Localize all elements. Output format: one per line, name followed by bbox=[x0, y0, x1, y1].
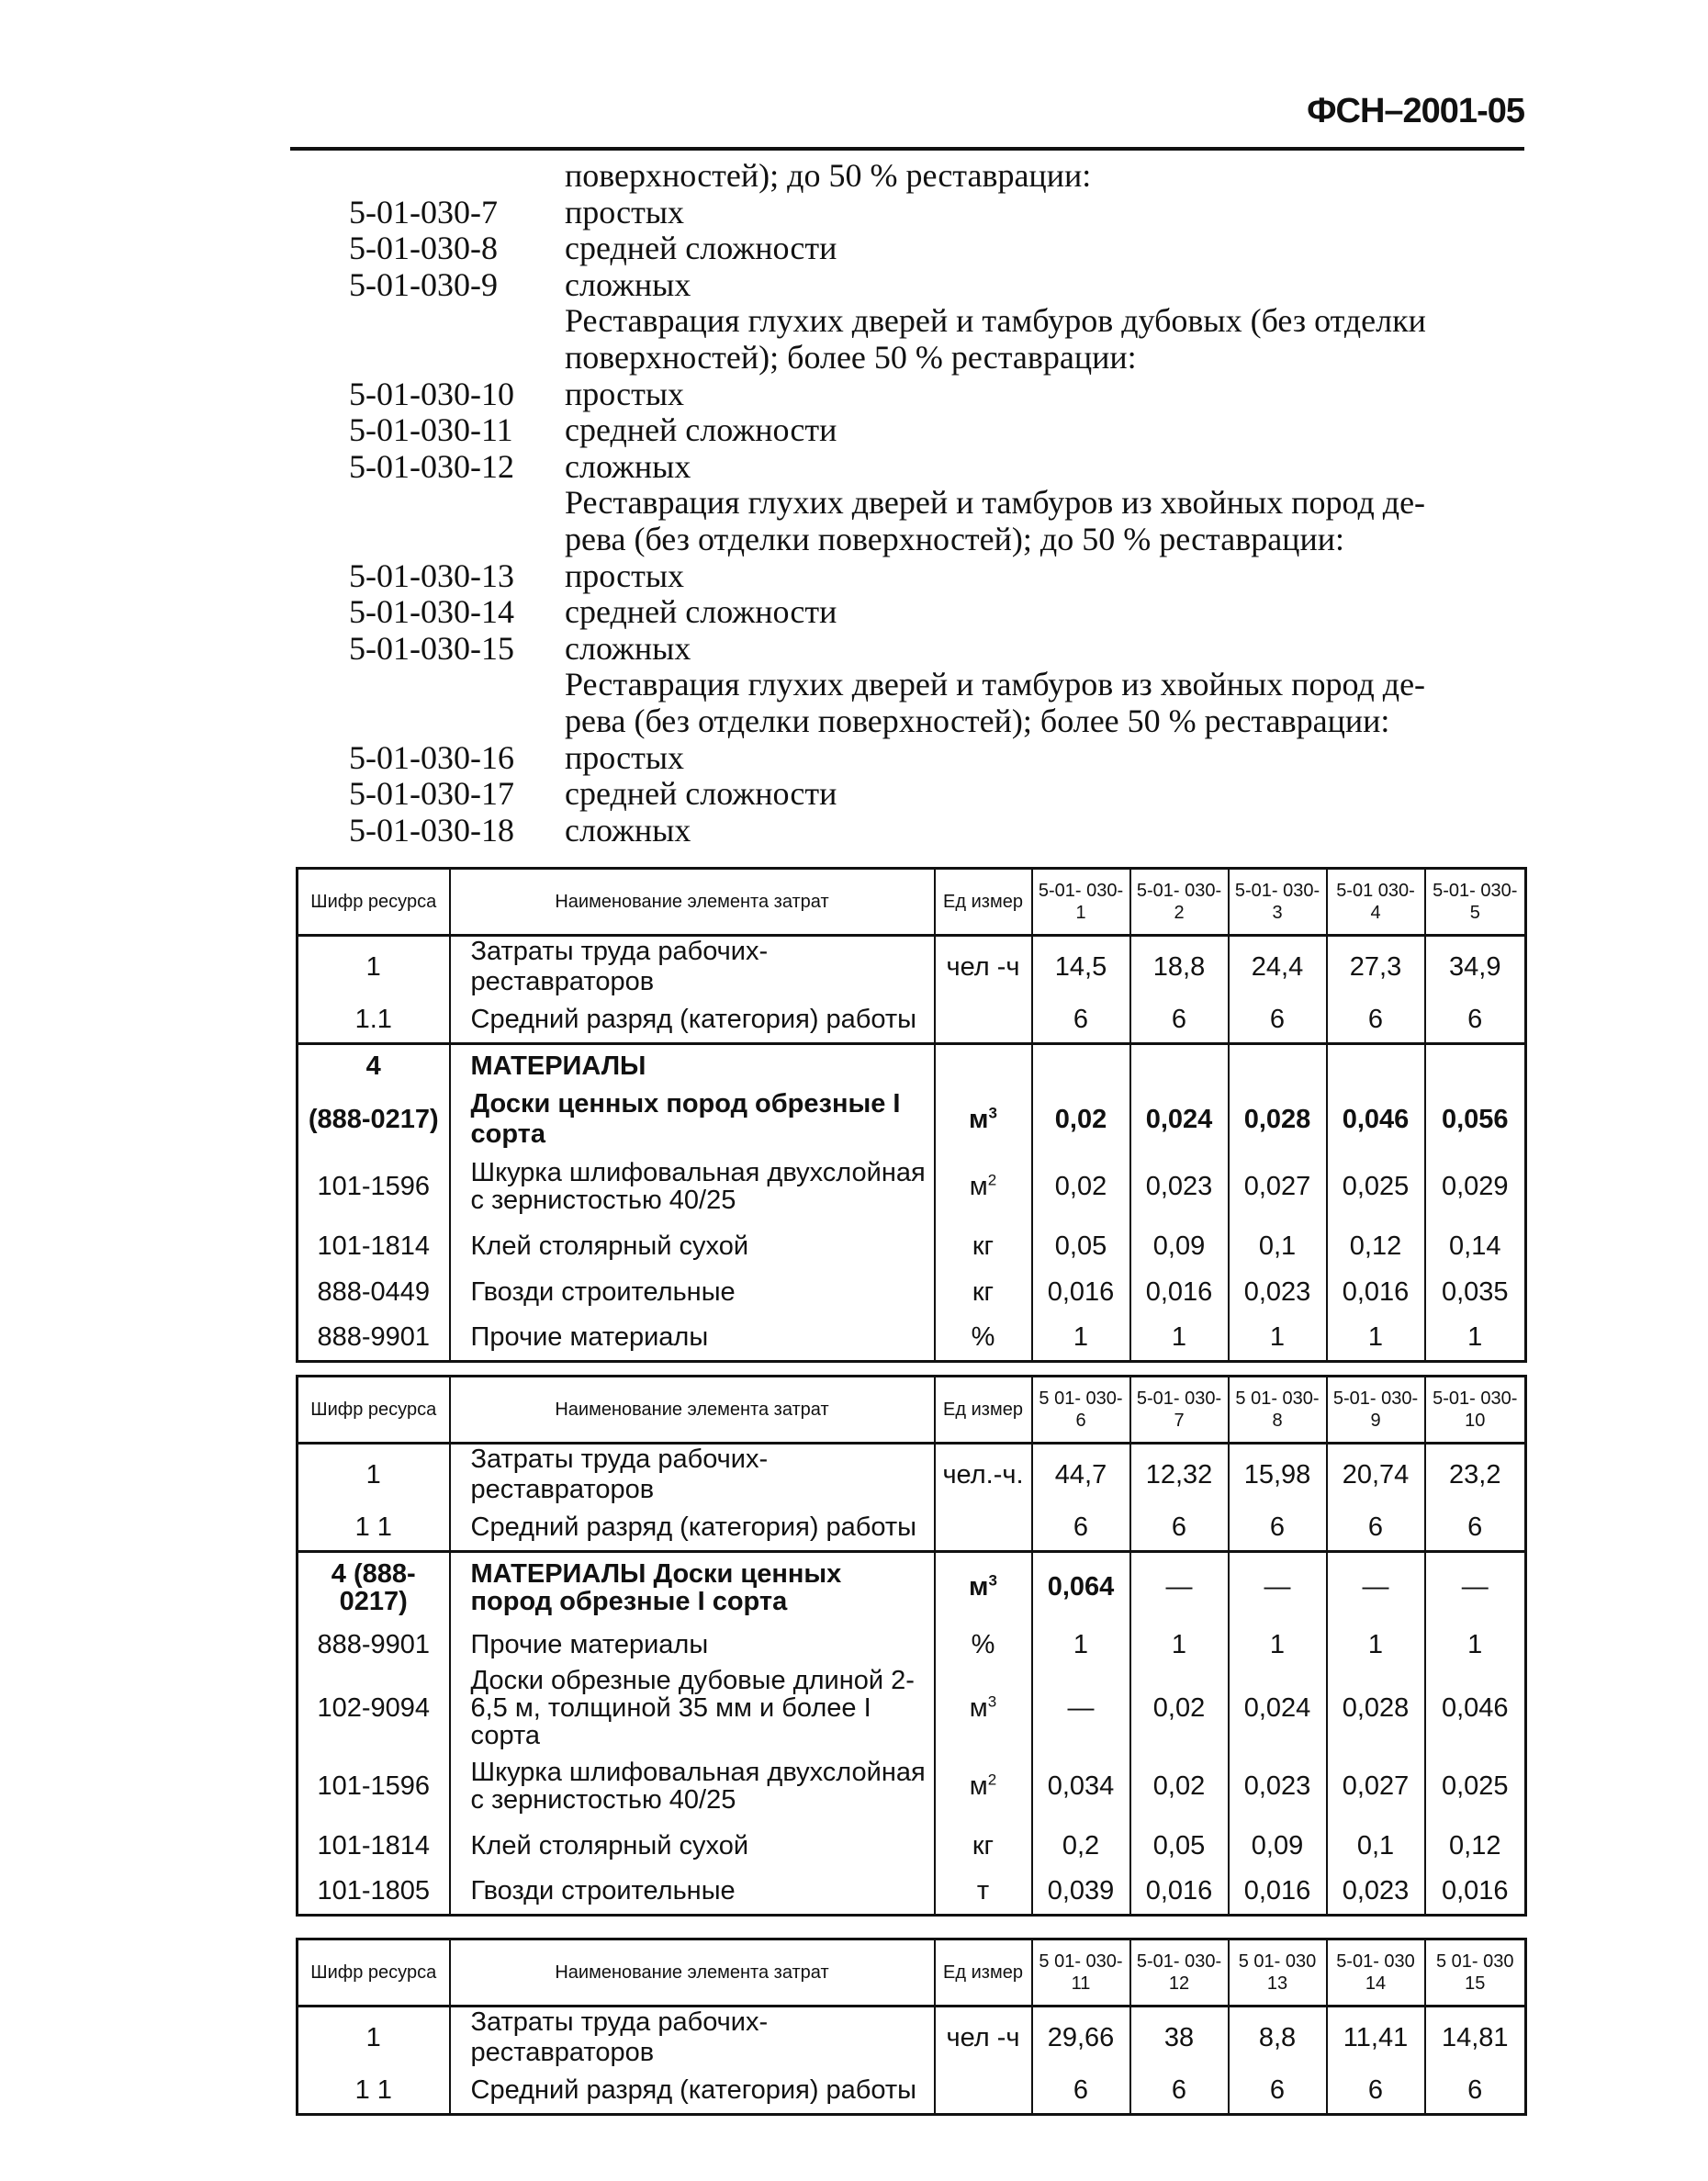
table-row bbox=[298, 1823, 1526, 1869]
header-code: Шифр ресурса bbox=[298, 869, 450, 936]
intro-text: сложных bbox=[565, 629, 691, 667]
cell-unit bbox=[935, 1269, 1032, 1315]
cell-value: 8,8 bbox=[1229, 2007, 1327, 2069]
unit-text: м bbox=[969, 1692, 988, 1723]
header-unit: Ед измер bbox=[935, 1377, 1032, 1444]
cell-value: 6 bbox=[1327, 997, 1425, 1043]
cell-value: 6 bbox=[1032, 1505, 1130, 1551]
header-col: 5-01- 030-9 bbox=[1327, 1377, 1425, 1444]
cell-value: 0,027 bbox=[1229, 1150, 1327, 1223]
intro-text: поверхностей); более 50 % реставрации: bbox=[565, 338, 1137, 376]
cell-value: 1 bbox=[1130, 1623, 1229, 1667]
cell-code: 101-1814 bbox=[298, 1823, 450, 1869]
intro-text: средней сложности bbox=[565, 775, 837, 813]
intro-code: 5-01-030-16 bbox=[349, 738, 514, 776]
intro-text: простых bbox=[565, 738, 685, 776]
cell-value: 0,029 bbox=[1425, 1150, 1526, 1223]
table-row bbox=[298, 1269, 1526, 1315]
document-code: ФСН–2001-05 bbox=[1307, 92, 1524, 130]
cell-name: Затраты труда рабочих-реставраторов bbox=[450, 2007, 935, 2069]
cell-value: 0,016 bbox=[1229, 1869, 1327, 1915]
cell-unit bbox=[935, 1089, 1032, 1150]
header-code: Шифр ресурса bbox=[298, 1939, 450, 2007]
table-header-row bbox=[298, 869, 1526, 936]
cell-name: Прочие материалы bbox=[450, 1623, 935, 1667]
cell-value: 0,027 bbox=[1327, 1749, 1425, 1823]
intro-code: 5-01-030-18 bbox=[349, 811, 514, 849]
cell-name: Средний разряд (категория) работы bbox=[450, 997, 935, 1043]
cell-value: — bbox=[1229, 1551, 1327, 1623]
cell-code: 1 bbox=[298, 1444, 450, 1506]
intro-code: 5-01-030-12 bbox=[349, 447, 514, 485]
intro-text: сложных bbox=[565, 265, 691, 303]
intro-line bbox=[290, 522, 1524, 558]
cell-unit bbox=[935, 2007, 1032, 2069]
header-col: 5-01 030-4 bbox=[1327, 869, 1425, 936]
cell-value bbox=[1130, 1043, 1229, 1089]
cell-code: 888-0449 bbox=[298, 1269, 450, 1315]
intro-text: средней сложности bbox=[565, 230, 837, 267]
cell-unit bbox=[935, 1505, 1032, 1551]
table-row bbox=[298, 1089, 1526, 1150]
header-col: 5-01- 030-3 bbox=[1229, 869, 1327, 936]
intro-line bbox=[290, 813, 1524, 849]
cell-value: 0,046 bbox=[1327, 1089, 1425, 1150]
cell-name: Клей столярный сухой bbox=[450, 1823, 935, 1869]
cell-unit bbox=[935, 1749, 1032, 1823]
cell-value: 6 bbox=[1032, 997, 1130, 1043]
intro-line bbox=[290, 703, 1524, 740]
cell-value: 38 bbox=[1130, 2007, 1229, 2069]
unit-text: чел -ч bbox=[946, 2022, 1020, 2052]
intro-line bbox=[290, 267, 1524, 304]
table-row bbox=[298, 1223, 1526, 1269]
intro-text: Реставрация глухих дверей и тамбуров дубовых (без отделки bbox=[565, 302, 1426, 340]
table-row bbox=[298, 1667, 1526, 1749]
cell-unit bbox=[935, 1823, 1032, 1869]
header-col: 5-01- 030-7 bbox=[1130, 1377, 1229, 1444]
cell-unit bbox=[935, 1869, 1032, 1915]
intro-line bbox=[290, 195, 1524, 231]
cell-value: 6 bbox=[1425, 2068, 1526, 2114]
intro-code: 5-01-030-11 bbox=[349, 411, 513, 449]
cell-value: 27,3 bbox=[1327, 936, 1425, 998]
intro-line bbox=[290, 631, 1524, 668]
cell-value: 18,8 bbox=[1130, 936, 1229, 998]
cell-code: (888-0217) bbox=[298, 1089, 450, 1150]
intro-text: средней сложности bbox=[565, 593, 837, 631]
cell-value: 0,039 bbox=[1032, 1869, 1130, 1915]
cell-value: 0,046 bbox=[1425, 1667, 1526, 1749]
cell-value: 0,025 bbox=[1327, 1150, 1425, 1223]
unit-text: м bbox=[969, 1104, 989, 1134]
unit-text: % bbox=[971, 1321, 995, 1352]
cell-value: 0,02 bbox=[1130, 1749, 1229, 1823]
cell-value: 0,016 bbox=[1130, 1869, 1229, 1915]
intro-line bbox=[290, 594, 1524, 631]
cell-value: 1 bbox=[1327, 1623, 1425, 1667]
cell-name: Шкурка шлифовальная двухслойная с зернистостью 40/25 bbox=[450, 1150, 935, 1223]
table-header-row bbox=[298, 1377, 1526, 1444]
intro-line bbox=[290, 303, 1524, 340]
header-col: 5 01- 030 13 bbox=[1229, 1939, 1327, 2007]
cell-value: — bbox=[1130, 1551, 1229, 1623]
cell-code: 101-1596 bbox=[298, 1749, 450, 1823]
cell-unit bbox=[935, 936, 1032, 998]
table-header-row bbox=[298, 1939, 1526, 2007]
cell-value: 0,064 bbox=[1032, 1551, 1130, 1623]
unit-text: % bbox=[971, 1629, 995, 1659]
intro-code: 5-01-030-14 bbox=[349, 593, 514, 631]
cell-value: 23,2 bbox=[1425, 1444, 1526, 1506]
cell-value: 6 bbox=[1130, 997, 1229, 1043]
unit-text: м bbox=[969, 1171, 988, 1201]
cell-value: 0,14 bbox=[1425, 1223, 1526, 1269]
cell-value: 14,5 bbox=[1032, 936, 1130, 998]
cell-name: МАТЕРИАЛЫ bbox=[450, 1043, 935, 1089]
cell-value bbox=[1425, 1043, 1526, 1089]
header-col: 5-01- 030-1 bbox=[1032, 869, 1130, 936]
intro-line bbox=[290, 485, 1524, 522]
cell-code: 888-9901 bbox=[298, 1315, 450, 1361]
table-row bbox=[298, 997, 1526, 1043]
resource-table-3 bbox=[296, 1938, 1527, 2116]
cell-name: МАТЕРИАЛЫ Доски ценных пород обрезные I сорта bbox=[450, 1551, 935, 1623]
cell-code: 4 (888-0217) bbox=[298, 1551, 450, 1623]
header-unit: Ед измер bbox=[935, 869, 1032, 936]
table-row bbox=[298, 1869, 1526, 1915]
unit-sup: 2 bbox=[987, 1170, 997, 1188]
cell-code: 101-1596 bbox=[298, 1150, 450, 1223]
unit-text: кг bbox=[972, 1830, 994, 1861]
cell-value: 0,1 bbox=[1229, 1223, 1327, 1269]
cell-value: 1 bbox=[1327, 1315, 1425, 1361]
cell-value: 0,09 bbox=[1130, 1223, 1229, 1269]
cell-code: 101-1814 bbox=[298, 1223, 450, 1269]
table-row bbox=[298, 936, 1526, 998]
intro-code bbox=[290, 703, 565, 740]
cell-code: 888-9901 bbox=[298, 1623, 450, 1667]
intro-code bbox=[290, 158, 565, 195]
cell-value: 12,32 bbox=[1130, 1444, 1229, 1506]
cell-value: 0,023 bbox=[1229, 1749, 1327, 1823]
intro-line bbox=[290, 449, 1524, 486]
cell-name: Доски обрезные дубовые длиной 2-6,5 м, толщиной 35 мм и более I сорта bbox=[450, 1667, 935, 1749]
cell-value: 1 bbox=[1032, 1315, 1130, 1361]
cell-code: 1 bbox=[298, 2007, 450, 2069]
cell-value bbox=[1327, 1043, 1425, 1089]
cell-code: 1 1 bbox=[298, 1505, 450, 1551]
cell-value: 0,1 bbox=[1327, 1823, 1425, 1869]
cell-name: Шкурка шлифовальная двухслойная с зернистостью 40/25 bbox=[450, 1749, 935, 1823]
cell-value: 0,023 bbox=[1130, 1150, 1229, 1223]
cell-value: — bbox=[1327, 1551, 1425, 1623]
intro-list bbox=[290, 158, 1524, 849]
cell-name: Затраты труда рабочих-реставраторов bbox=[450, 936, 935, 998]
unit-text: т bbox=[976, 1875, 990, 1906]
unit-sup: 2 bbox=[987, 1770, 997, 1788]
cell-value: 6 bbox=[1229, 1505, 1327, 1551]
intro-line bbox=[290, 776, 1524, 813]
table-row bbox=[298, 1749, 1526, 1823]
resource-table-2 bbox=[296, 1375, 1527, 1917]
unit-sup: 3 bbox=[987, 1692, 997, 1710]
unit-sup: 3 bbox=[988, 1103, 997, 1121]
cell-value: 0,056 bbox=[1425, 1089, 1526, 1150]
cell-name: Прочие материалы bbox=[450, 1315, 935, 1361]
cell-value: 0,024 bbox=[1229, 1667, 1327, 1749]
unit-text: чел.-ч. bbox=[942, 1459, 1024, 1490]
cell-value: 24,4 bbox=[1229, 936, 1327, 998]
cell-value: 44,7 bbox=[1032, 1444, 1130, 1506]
cell-value: 11,41 bbox=[1327, 2007, 1425, 2069]
cell-value: 0,02 bbox=[1032, 1089, 1130, 1150]
cell-unit bbox=[935, 1667, 1032, 1749]
intro-line bbox=[290, 158, 1524, 195]
cell-value: 0,028 bbox=[1327, 1667, 1425, 1749]
cell-name: Гвозди строительные bbox=[450, 1869, 935, 1915]
intro-code: 5-01-030-15 bbox=[349, 629, 514, 667]
intro-code: 5-01-030-17 bbox=[349, 775, 514, 813]
cell-value: 0,05 bbox=[1032, 1223, 1130, 1269]
intro-line bbox=[290, 340, 1524, 377]
cell-code: 102-9094 bbox=[298, 1667, 450, 1749]
unit-text: м bbox=[969, 1771, 988, 1801]
intro-text: простых bbox=[565, 375, 685, 412]
header-rule bbox=[290, 147, 1524, 151]
cell-name: Доски ценных пород обрезные I сорта bbox=[450, 1089, 935, 1150]
cell-unit bbox=[935, 1623, 1032, 1667]
cell-value: 0,024 bbox=[1130, 1089, 1229, 1150]
cell-name: Средний разряд (категория) работы bbox=[450, 1505, 935, 1551]
cell-value: 34,9 bbox=[1425, 936, 1526, 998]
cell-value: 0,016 bbox=[1425, 1869, 1526, 1915]
intro-text: сложных bbox=[565, 447, 691, 485]
intro-line bbox=[290, 230, 1524, 267]
intro-text: простых bbox=[565, 556, 685, 594]
cell-value: 0,034 bbox=[1032, 1749, 1130, 1823]
intro-text: рева (без отделки поверхностей); более 50 % реставрации: bbox=[565, 702, 1390, 739]
cell-value: 20,74 bbox=[1327, 1444, 1425, 1506]
cell-value: 0,09 bbox=[1229, 1823, 1327, 1869]
cell-value: 6 bbox=[1229, 997, 1327, 1043]
cell-value: 1 bbox=[1130, 1315, 1229, 1361]
cell-value: 0,02 bbox=[1130, 1667, 1229, 1749]
cell-value: 6 bbox=[1425, 997, 1526, 1043]
table-row bbox=[298, 1505, 1526, 1551]
table-row bbox=[298, 1623, 1526, 1667]
cell-value: 6 bbox=[1327, 2068, 1425, 2114]
intro-code: 5-01-030-8 bbox=[349, 230, 498, 267]
intro-line bbox=[290, 558, 1524, 595]
header-col: 5 01- 030-11 bbox=[1032, 1939, 1130, 2007]
cell-code: 101-1805 bbox=[298, 1869, 450, 1915]
cell-value: 0,05 bbox=[1130, 1823, 1229, 1869]
intro-code bbox=[290, 340, 565, 377]
intro-code bbox=[290, 303, 565, 340]
cell-value: 15,98 bbox=[1229, 1444, 1327, 1506]
cell-value: 0,016 bbox=[1130, 1269, 1229, 1315]
intro-code: 5-01-030-7 bbox=[349, 193, 498, 230]
cell-value: 0,023 bbox=[1327, 1869, 1425, 1915]
cell-value: 6 bbox=[1032, 2068, 1130, 2114]
header-col: 5-01- 030 14 bbox=[1327, 1939, 1425, 2007]
intro-code: 5-01-030-13 bbox=[349, 556, 514, 594]
cell-code: 4 bbox=[298, 1043, 450, 1089]
cell-value bbox=[1032, 1043, 1130, 1089]
cell-value: 0,02 bbox=[1032, 1150, 1130, 1223]
cell-code: 1 1 bbox=[298, 2068, 450, 2114]
intro-line bbox=[290, 412, 1524, 449]
cell-value: 0,028 bbox=[1229, 1089, 1327, 1150]
cell-value: 1 bbox=[1229, 1315, 1327, 1361]
cell-name: Клей столярный сухой bbox=[450, 1223, 935, 1269]
intro-line bbox=[290, 740, 1524, 777]
table-row bbox=[298, 1150, 1526, 1223]
cell-value bbox=[1229, 1043, 1327, 1089]
cell-value: 0,016 bbox=[1032, 1269, 1130, 1315]
unit-text: м bbox=[969, 1572, 989, 1602]
intro-code: 5-01-030-9 bbox=[349, 265, 498, 303]
table-row bbox=[298, 1551, 1526, 1623]
resource-table-1 bbox=[296, 867, 1527, 1363]
header-col: 5-01- 030-12 bbox=[1130, 1939, 1229, 2007]
cell-value: 14,81 bbox=[1425, 2007, 1526, 2069]
intro-text: поверхностей); до 50 % реставрации: bbox=[565, 157, 1092, 194]
header-col: 5 01- 030-6 bbox=[1032, 1377, 1130, 1444]
cell-value: 0,2 bbox=[1032, 1823, 1130, 1869]
header-name: Наименование элемента затрат bbox=[450, 1377, 935, 1444]
cell-value: 6 bbox=[1130, 1505, 1229, 1551]
header-col: 5 01- 030 15 bbox=[1425, 1939, 1526, 2007]
cell-unit bbox=[935, 997, 1032, 1043]
table-row bbox=[298, 1043, 1526, 1089]
cell-value: 0,12 bbox=[1327, 1223, 1425, 1269]
table-row bbox=[298, 1444, 1526, 1506]
cell-name: Затраты труда рабочих-реставраторов bbox=[450, 1444, 935, 1506]
header-col: 5-01- 030-5 bbox=[1425, 869, 1526, 936]
unit-sup: 3 bbox=[988, 1571, 997, 1590]
intro-text: Реставрация глухих дверей и тамбуров из хвойных пород де- bbox=[565, 666, 1426, 703]
cell-name: Средний разряд (категория) работы bbox=[450, 2068, 935, 2114]
cell-value: — bbox=[1425, 1551, 1526, 1623]
cell-name: Гвозди строительные bbox=[450, 1269, 935, 1315]
cell-value: 0,016 bbox=[1327, 1269, 1425, 1315]
cell-value: 6 bbox=[1425, 1505, 1526, 1551]
cell-unit bbox=[935, 1315, 1032, 1361]
intro-text: Реставрация глухих дверей и тамбуров из хвойных пород де- bbox=[565, 484, 1426, 522]
header-code: Шифр ресурса bbox=[298, 1377, 450, 1444]
cell-unit bbox=[935, 1223, 1032, 1269]
cell-value: 6 bbox=[1327, 1505, 1425, 1551]
cell-value: 29,66 bbox=[1032, 2007, 1130, 2069]
cell-value: 1 bbox=[1229, 1623, 1327, 1667]
cell-value: — bbox=[1032, 1667, 1130, 1749]
intro-code bbox=[290, 522, 565, 558]
cell-value: 6 bbox=[1229, 2068, 1327, 2114]
cell-value: 0,12 bbox=[1425, 1823, 1526, 1869]
cell-code: 1.1 bbox=[298, 997, 450, 1043]
header-name: Наименование элемента затрат bbox=[450, 1939, 935, 2007]
unit-text: кг bbox=[972, 1276, 994, 1307]
cell-unit bbox=[935, 1444, 1032, 1506]
cell-value: 1 bbox=[1032, 1623, 1130, 1667]
cell-unit bbox=[935, 1043, 1032, 1089]
header-col: 5-01- 030-10 bbox=[1425, 1377, 1526, 1444]
intro-line bbox=[290, 667, 1524, 703]
cell-unit bbox=[935, 2068, 1032, 2114]
cell-value: 0,023 bbox=[1229, 1269, 1327, 1315]
cell-value: 1 bbox=[1425, 1315, 1526, 1361]
cell-unit bbox=[935, 1150, 1032, 1223]
intro-code bbox=[290, 485, 565, 522]
intro-text: простых bbox=[565, 193, 685, 230]
intro-line bbox=[290, 377, 1524, 413]
table-row bbox=[298, 1315, 1526, 1361]
header-unit: Ед измер bbox=[935, 1939, 1032, 2007]
intro-text: рева (без отделки поверхностей); до 50 % реставрации: bbox=[565, 520, 1344, 557]
header-name: Наименование элемента затрат bbox=[450, 869, 935, 936]
unit-text: чел -ч bbox=[946, 951, 1020, 982]
cell-value: 1 bbox=[1425, 1623, 1526, 1667]
cell-code: 1 bbox=[298, 936, 450, 998]
cell-value: 6 bbox=[1130, 2068, 1229, 2114]
unit-text: кг bbox=[972, 1231, 994, 1261]
cell-unit bbox=[935, 1551, 1032, 1623]
table-row bbox=[298, 2007, 1526, 2069]
cell-value: 0,035 bbox=[1425, 1269, 1526, 1315]
intro-text: средней сложности bbox=[565, 411, 837, 449]
intro-code bbox=[290, 667, 565, 703]
intro-text: сложных bbox=[565, 811, 691, 849]
cell-value: 0,025 bbox=[1425, 1749, 1526, 1823]
header-col: 5 01- 030-8 bbox=[1229, 1377, 1327, 1444]
table-row bbox=[298, 2068, 1526, 2114]
header-col: 5-01- 030-2 bbox=[1130, 869, 1229, 936]
intro-code: 5-01-030-10 bbox=[349, 375, 514, 412]
